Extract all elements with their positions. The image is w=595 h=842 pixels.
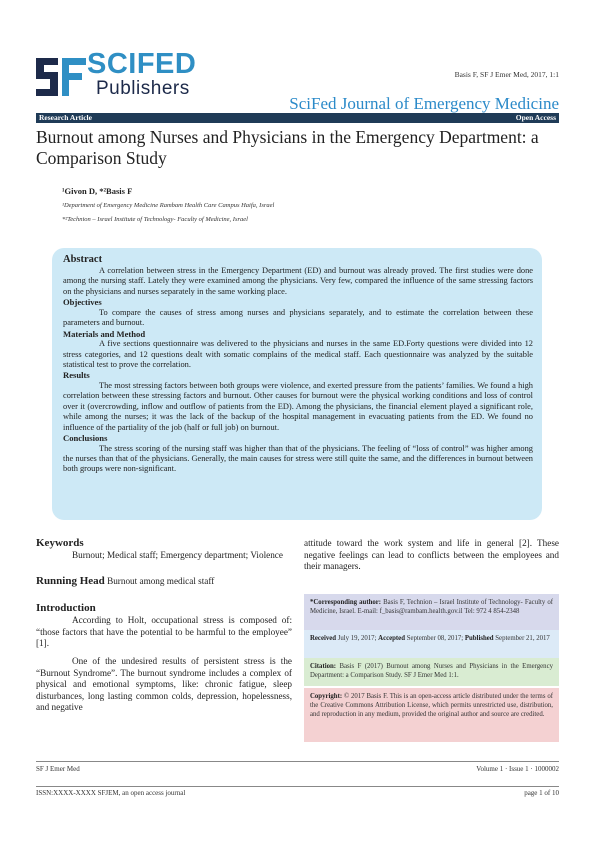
journal-title: SciFed Journal of Emergency Medicine — [289, 94, 559, 113]
dates-box — [304, 630, 559, 658]
article-title: Burnout among Nurses and Physicians in the Emergency Department: a Comparison Study — [36, 127, 539, 168]
running-head-label: Running Head — [36, 574, 105, 587]
publisher-subname: Publishers — [96, 78, 190, 99]
page-number: page 1 of 10 — [524, 789, 559, 797]
running-head — [36, 576, 292, 588]
header-citation: Basis F, SF J Emer Med, 2017, 1:1 — [454, 70, 559, 79]
copyright-box — [304, 688, 559, 742]
introduction-continued: attitude toward the work system and life in general [2]. These negative feelings can lead to conflicts between the employees and their managers. — [304, 538, 559, 572]
introduction-heading: Introduction — [36, 602, 96, 615]
objectives-heading: Objectives — [63, 297, 102, 308]
footer-volume: Volume 1 · Issue 1 · 1000002 — [476, 765, 559, 773]
methods-heading: Materials and Method — [63, 328, 146, 339]
footer-issn: ISSN:XXXX-XXXX SFJEM, an open access journal — [36, 789, 186, 797]
footer-journal: SF J Emer Med — [36, 765, 80, 773]
results-heading: Results — [63, 370, 90, 381]
publisher-logo-mark-icon — [34, 52, 94, 102]
conclusions-text: The stress scoring of the nursing staff was higher than that of the physicians. The feeling of “loss of control” was higher among the nurses than that of the physicians. Generally, the main causes for stress were still quite the same, and the differences in burnout between both groups were non-significant. — [63, 443, 533, 474]
keywords-heading: Keywords — [36, 537, 84, 549]
running-head-text: Burnout among medical staff — [107, 575, 215, 586]
accepted-date: September 08, 2017; — [406, 635, 464, 642]
publisher-name: SCIFED — [87, 48, 197, 80]
citation-box — [304, 658, 559, 686]
received-label: Received — [310, 635, 337, 642]
copyright-label: Copyright: — [310, 693, 343, 700]
abstract-heading: Abstract — [63, 254, 103, 265]
left-column — [36, 536, 292, 714]
objectives-text: To compare the causes of stress among nurses and physicians separately, and to estimate the correlation between these parameters and burnout. — [63, 307, 533, 328]
introduction-paragraph-2: One of the undesired results of persistent stress is the “Burnout Syndrome”. The burnout syndrome includes a complex of physical and emotional symptoms, like: chronic fatigue, sleep disturbances, long lasting common colds, depression, hopelessness, and negative — [36, 655, 292, 713]
citation-label: Citation: — [310, 663, 337, 670]
accepted-label: Accepted — [378, 635, 405, 642]
authors: ¹Givon D, *²Basis F — [62, 186, 133, 196]
abstract-intro: A correlation between stress in the Emergency Department (ED) and burnout was already proved. The first studies were done among the nursing staff. Lately they were examined among the physicians. Very few, compared the influence of the same stressing factors on the physicians and nurses separately in the same working place. — [63, 266, 533, 296]
article-type: Research Article — [39, 113, 92, 122]
received-date: July 19, 2017; — [337, 635, 377, 642]
footer-divider-2 — [36, 786, 559, 787]
conclusions-heading: Conclusions — [63, 433, 108, 444]
copyright-text: © 2017 Basis F. This is an open-access article distributed under the terms of the Creative Commons Attribution License, which permits unrestricted use, distribution, and reproduction in any medium, provided the original author and source are credited. — [310, 693, 553, 718]
published-label: Published — [464, 635, 494, 642]
introduction-paragraph-1: According to Holt, occupational stress is composed of: “those factors that have the potential to be harmful to the employee” [1]. — [36, 615, 292, 649]
corresponding-label: *Corresponding author: — [310, 599, 382, 606]
methods-text: A five sections questionnaire was delivered to the physicians and nurses in the same ED.Forty questions were divided into 12 stress categories, and 12 questions dealt with somatic complains of the medical staff. Each questionnaire was analyzed by the suitable statistical test to prove the correlation. — [63, 339, 533, 370]
results-text: The most stressing factors between both groups were violence, and exerted pressure from the patients’ families. We found a high correlation between these stressing factors and burnout. Other causes for burnout were the physical working conditions and loss of control over it (overcrowding, inflow and outflow of patients from the ED). Among the physicians, the financial element played a significant role, while among the nurses; it was the lack of the backup of the hospital management in evacuating patients from the ED. We found no influence of the partiality of the job (half or full job) on burnout. — [63, 381, 533, 432]
article-type-bar — [36, 113, 559, 123]
affiliation-2: *²Technion – Israel Institute of Technology- Faculty of Medicine, Israel — [62, 216, 248, 223]
citation-text: Basis F (2017) Burnout among Nurses and Physicians in the Emergency Department: a Comparison Study. SF J Emer Med 1:1. — [310, 663, 553, 679]
open-access-label: Open Access — [515, 113, 556, 122]
abstract-box — [52, 248, 542, 520]
published-date: September 21, 2017 — [495, 635, 550, 642]
corresponding-text: Basis F, Technion – Israel Institute of Technology- Faculty of Medicine, Israel. E-mail: f_basis@rambam.health.gov.il Tel: 972 4 854-2348 — [310, 599, 553, 615]
affiliation-1: ¹Department of Emergency Medicine Rambam Health Care Campus Haifa, Israel — [62, 202, 275, 209]
keywords-text: Burnout; Medical staff; Emergency department; Violence — [72, 550, 283, 560]
footer-divider — [36, 761, 559, 762]
